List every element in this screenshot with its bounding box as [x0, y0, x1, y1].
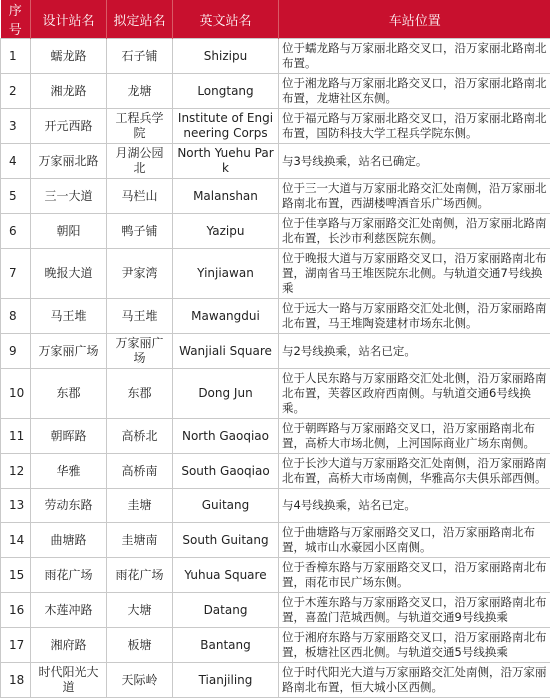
cell-index: 4: [1, 144, 31, 179]
cell-proposed-name: 高桥南: [107, 454, 173, 489]
header-location: 车站位置: [279, 0, 550, 39]
cell-english-name: Wanjiali Square: [173, 334, 279, 369]
table-row: [1, 454, 550, 489]
table-row: [1, 249, 550, 299]
cell-index: 15: [1, 558, 31, 593]
table-row: [1, 39, 550, 74]
table-row: [1, 334, 550, 369]
cell-location: 与4号线换乘，站名已定。: [279, 489, 550, 523]
cell-index: 18: [1, 663, 31, 698]
cell-index: 7: [1, 249, 31, 299]
cell-design-name: 马王堆: [31, 299, 107, 334]
cell-proposed-name: 高桥北: [107, 419, 173, 454]
cell-index: 3: [1, 109, 31, 144]
cell-proposed-name: 龙塘: [107, 74, 173, 109]
table-row: [1, 593, 550, 628]
cell-proposed-name: 大塘: [107, 593, 173, 628]
cell-index: 9: [1, 334, 31, 369]
cell-design-name: 湘龙路: [31, 74, 107, 109]
cell-design-name: 朝阳: [31, 214, 107, 249]
cell-proposed-name: 月湖公园北: [107, 144, 173, 179]
cell-design-name: 湘府路: [31, 628, 107, 663]
cell-english-name: Datang: [173, 593, 279, 628]
cell-design-name: 东郡: [31, 369, 107, 419]
cell-english-name: South Guitang: [173, 523, 279, 558]
cell-design-name: 朝晖路: [31, 419, 107, 454]
cell-proposed-name: 圭塘: [107, 489, 173, 523]
cell-location: 位于远大一路与万家丽路交汇处北侧，沿万家丽路南北布置，马王堆陶瓷建材市场东北侧。: [279, 299, 550, 334]
cell-location: 位于佳享路与万家丽路交汇处南侧，沿万家丽北路南北布置，长沙市利慈医院东侧。: [279, 214, 550, 249]
cell-design-name: 万家丽北路: [31, 144, 107, 179]
cell-design-name: 木莲冲路: [31, 593, 107, 628]
table-row: [1, 74, 550, 109]
table-row: [1, 214, 550, 249]
table-row: [1, 419, 550, 454]
cell-index: 17: [1, 628, 31, 663]
cell-design-name: 雨花广场: [31, 558, 107, 593]
cell-index: 11: [1, 419, 31, 454]
cell-location: 位于朝晖路与万家丽路交叉口，沿万家丽路南北布置，高桥大市场北侧，上河国际商业广场东南侧。: [279, 419, 550, 454]
cell-design-name: 时代阳光大道: [31, 663, 107, 698]
cell-proposed-name: 天际岭: [107, 663, 173, 698]
cell-index: 14: [1, 523, 31, 558]
cell-english-name: Mawangdui: [173, 299, 279, 334]
cell-proposed-name: 圭塘南: [107, 523, 173, 558]
header-english-name: 英文站名: [173, 0, 279, 39]
cell-proposed-name: 板塘: [107, 628, 173, 663]
cell-location: 位于时代阳光大道与万家丽路交汇处南侧，沿万家丽路南北布置，恒大城小区西侧。: [279, 663, 550, 698]
cell-english-name: Yuhua Square: [173, 558, 279, 593]
cell-english-name: Bantang: [173, 628, 279, 663]
cell-english-name: North Gaoqiao: [173, 419, 279, 454]
cell-index: 12: [1, 454, 31, 489]
cell-english-name: Yinjiawan: [173, 249, 279, 299]
cell-index: 5: [1, 179, 31, 214]
cell-proposed-name: 鸭子铺: [107, 214, 173, 249]
table-row: [1, 144, 550, 179]
cell-location: 位于湘府东路与万家丽路交叉口，沿万家丽路南北布置，板塘社区西北侧。与轨道交通5号线换乘: [279, 628, 550, 663]
cell-english-name: Malanshan: [173, 179, 279, 214]
table-row: [1, 299, 550, 334]
table-row: [1, 489, 550, 523]
table-row: [1, 558, 550, 593]
cell-design-name: 劳动东路: [31, 489, 107, 523]
cell-location: 位于长沙大道与万家丽路交汇处南侧，沿万家丽路南北布置，高桥大市场南侧，华雅高尔夫俱乐部西侧。: [279, 454, 550, 489]
header-proposed-name: 拟定站名: [107, 0, 173, 39]
cell-proposed-name: 雨花广场: [107, 558, 173, 593]
table-header-row: [1, 0, 550, 39]
cell-proposed-name: 马王堆: [107, 299, 173, 334]
cell-location: 位于蠕龙路与万家丽北路交叉口，沿万家丽北路南北布置。: [279, 39, 550, 74]
cell-proposed-name: 尹家湾: [107, 249, 173, 299]
cell-index: 2: [1, 74, 31, 109]
cell-english-name: Yazipu: [173, 214, 279, 249]
cell-location: 位于福元路与万家丽北路交叉口，沿万家丽北路南北布置，国防科技大学工程兵学院东侧。: [279, 109, 550, 144]
cell-english-name: Longtang: [173, 74, 279, 109]
cell-location: 位于三一大道与万家丽北路交汇处南侧，沿万家丽北路南北布置，西湖楼啤酒音乐广场西侧。: [279, 179, 550, 214]
cell-design-name: 万家丽广场: [31, 334, 107, 369]
table-row: [1, 109, 550, 144]
cell-design-name: 晚报大道: [31, 249, 107, 299]
header-design-name: 设计站名: [31, 0, 107, 39]
cell-index: 6: [1, 214, 31, 249]
cell-proposed-name: 工程兵学院: [107, 109, 173, 144]
header-index: 序号: [1, 0, 31, 39]
cell-english-name: Dong Jun: [173, 369, 279, 419]
cell-proposed-name: 石子铺: [107, 39, 173, 74]
cell-index: 1: [1, 39, 31, 74]
table-row: [1, 523, 550, 558]
cell-index: 16: [1, 593, 31, 628]
cell-location: 位于人民东路与万家丽路交汇处北侧，沿万家丽路南北布置，芙蓉区政府西南侧。与轨道交通6号线换乘。: [279, 369, 550, 419]
cell-english-name: Shizipu: [173, 39, 279, 74]
cell-design-name: 华雅: [31, 454, 107, 489]
cell-english-name: Tianjiling: [173, 663, 279, 698]
cell-english-name: Institute of Engineering Corps: [173, 109, 279, 144]
table-body: [1, 39, 550, 698]
cell-location: 位于曲塘路与万家丽路交叉口，沿万家丽路南北布置，城市山水豪园小区南侧。: [279, 523, 550, 558]
cell-index: 10: [1, 369, 31, 419]
cell-english-name: North Yuehu Park: [173, 144, 279, 179]
cell-english-name: Guitang: [173, 489, 279, 523]
table-row: [1, 179, 550, 214]
cell-location: 位于香樟东路与万家丽路交叉口，沿万家丽路南北布置，雨花市民广场东侧。: [279, 558, 550, 593]
cell-location: 位于晚报大道与万家丽路交叉口，沿万家丽路南北布置，湖南省马王堆医院东北侧。与轨道交通7号线换乘: [279, 249, 550, 299]
table-row: [1, 369, 550, 419]
cell-location: 与2号线换乘，站名已定。: [279, 334, 550, 369]
cell-proposed-name: 马栏山: [107, 179, 173, 214]
cell-proposed-name: 万家丽广场: [107, 334, 173, 369]
cell-design-name: 蠕龙路: [31, 39, 107, 74]
cell-index: 8: [1, 299, 31, 334]
cell-location: 与3号线换乘，站名已确定。: [279, 144, 550, 179]
cell-index: 13: [1, 489, 31, 523]
cell-design-name: 曲塘路: [31, 523, 107, 558]
cell-location: 位于木莲东路与万家丽路交叉口，沿万家丽路南北布置，喜盈门范城西侧。与轨道交通9号线换乘: [279, 593, 550, 628]
cell-design-name: 开元西路: [31, 109, 107, 144]
cell-design-name: 三一大道: [31, 179, 107, 214]
cell-proposed-name: 东郡: [107, 369, 173, 419]
cell-english-name: South Gaoqiao: [173, 454, 279, 489]
cell-location: 位于湘龙路与万家丽北路交叉口，沿万家丽北路南北布置，龙塘社区东侧。: [279, 74, 550, 109]
table-row: [1, 628, 550, 663]
